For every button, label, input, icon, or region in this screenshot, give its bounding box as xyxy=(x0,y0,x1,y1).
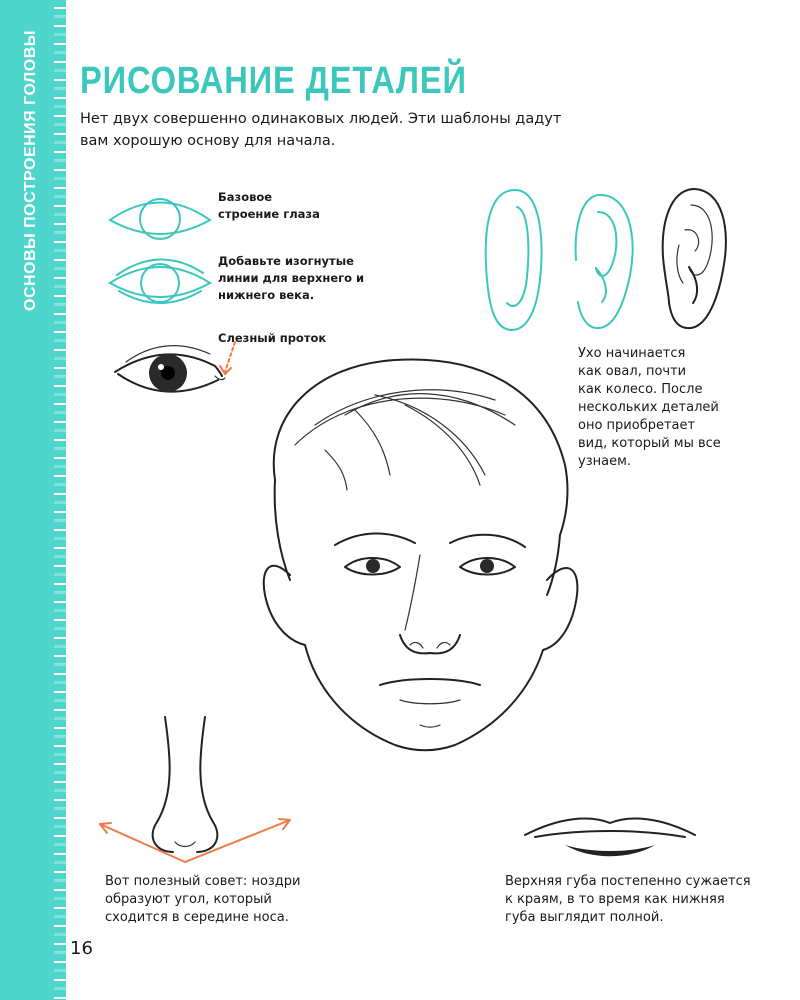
intro-text xyxy=(80,108,640,152)
page-title: РИСОВАНИЕ ДЕТАЛЕЙ xyxy=(80,60,467,102)
page-number: 16 xyxy=(70,938,93,959)
eye-lids-label: Добавьте изогнутые линии для верхнего и нижнего века. xyxy=(218,254,365,302)
tear-duct-label: Слезный проток xyxy=(218,331,327,345)
section-title: ОСНОВЫ ПОСТРОЕНИЯ ГОЛОВЫ xyxy=(22,30,39,311)
nose-illustration xyxy=(95,712,305,872)
ear-note: Ухо начинается как овал, почти как колесо. После нескольких деталей оно приобретает вид, который мы все узнаем. xyxy=(578,346,721,469)
ear-oval-illustration xyxy=(480,185,550,335)
lips-illustration xyxy=(520,805,700,865)
eye-basic-label: Базовое строение глаза xyxy=(218,190,320,221)
eye-lids-illustration xyxy=(105,253,215,313)
nose-note: Вот полезный совет: ноздри образуют угол, который сходится в середине носа. xyxy=(105,874,301,925)
eye-outline-illustration xyxy=(105,190,215,250)
lips-note: Верхняя губа постепенно сужается к краям, в то время как нижняя губа выглядит полной. xyxy=(505,874,751,925)
ear-detailed-illustration xyxy=(655,185,735,335)
intro-line: вам хорошую основу для начала. xyxy=(80,133,336,149)
ear-wheel-illustration xyxy=(568,190,643,335)
face-illustration xyxy=(255,355,595,755)
intro-line: Нет двух совершенно одинаковых людей. Эти шаблоны дадут xyxy=(80,111,562,127)
